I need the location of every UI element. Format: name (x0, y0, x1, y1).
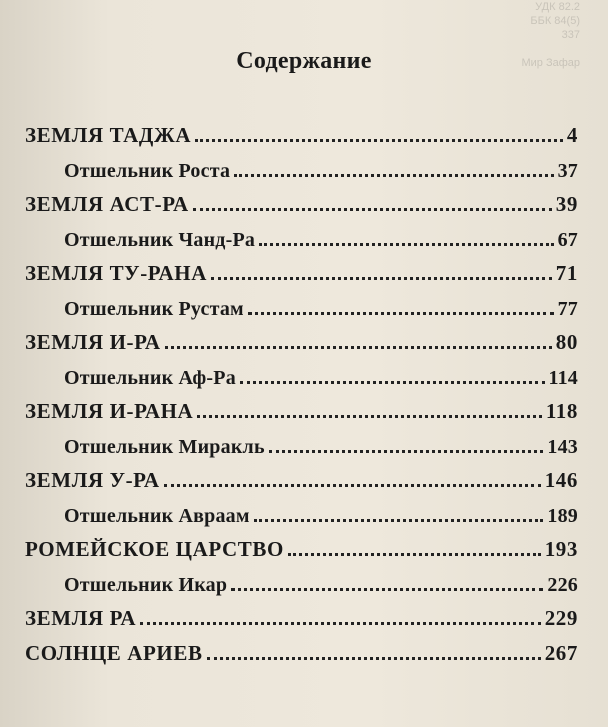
toc-entry-page-number: 39 (555, 192, 578, 216)
toc-entry-page-number: 189 (547, 504, 578, 527)
toc-entry[interactable] (25, 634, 578, 666)
toc-entry[interactable] (25, 323, 578, 355)
toc-entry[interactable] (25, 392, 578, 424)
dot-leader (259, 243, 553, 246)
dot-leader (254, 519, 544, 522)
toc-entry[interactable] (64, 427, 578, 459)
toc-entry-label: Отшельник Миракль (64, 435, 265, 458)
dot-leader (195, 139, 563, 142)
toc-entry-label: ЗЕМЛЯ ТУ-РАНА (25, 261, 207, 285)
dot-leader (248, 312, 554, 315)
dot-leader (165, 346, 552, 349)
toc-entry-label: Отшельник Аф-Ра (64, 366, 236, 389)
dot-leader (231, 588, 543, 591)
toc-entry-label: Отшельник Авраам (64, 504, 250, 527)
dot-leader (193, 208, 552, 211)
toc-entry-label: ЗЕМЛЯ У-РА (25, 468, 160, 492)
toc-entry-page-number: 114 (548, 366, 578, 389)
toc-entry[interactable] (25, 254, 578, 286)
toc-entry-label: ЗЕМЛЯ И-РА (25, 330, 161, 354)
toc-entry-page-number: 71 (555, 261, 578, 285)
dot-leader (140, 622, 541, 625)
toc-entry-label: Отшельник Роста (64, 159, 231, 182)
toc-entry-page-number: 77 (557, 297, 578, 320)
dot-leader (164, 484, 541, 487)
toc-entry-page-number: 229 (544, 606, 578, 630)
dot-leader (288, 553, 541, 556)
toc-entry[interactable] (25, 116, 578, 148)
toc-entry-page-number: 143 (547, 435, 578, 458)
bleed-through-text: УДК 82.2 ББК 84(5) 337 Мир Зафар (521, 1, 580, 69)
toc-entry[interactable] (25, 530, 578, 562)
toc-entry[interactable] (25, 461, 578, 493)
toc-entry-label: Отшельник Икар (64, 573, 228, 596)
toc-entry-page-number: 67 (557, 228, 578, 251)
dot-leader (240, 381, 545, 384)
toc-title: Содержание (236, 48, 372, 74)
toc-entry-label: Отшельник Чанд-Ра (64, 228, 256, 251)
toc-entry-page-number: 267 (544, 640, 578, 665)
dot-leader (269, 450, 544, 453)
toc-entry-page-number: 118 (545, 399, 578, 423)
toc-entry[interactable] (64, 358, 578, 390)
toc-entry-page-number: 226 (547, 573, 578, 596)
toc-entry-label: РОМЕЙСКОЕ ЦАРСТВО (25, 537, 284, 561)
toc-entry-label: ЗЕМЛЯ РА (25, 606, 137, 630)
toc-entry-page-number: 146 (544, 468, 578, 492)
dot-leader (207, 657, 541, 660)
toc-entry-page-number: 80 (555, 330, 578, 354)
toc-entry-page-number: 37 (557, 159, 578, 182)
toc-entry[interactable] (25, 185, 578, 217)
toc-entry[interactable] (64, 151, 578, 183)
toc-entry[interactable] (64, 220, 578, 252)
toc-entry[interactable] (25, 599, 578, 631)
dot-leader (234, 174, 553, 177)
toc-entry-label: ЗЕМЛЯ АСТ-РА (25, 192, 189, 216)
dot-leader (197, 415, 542, 418)
toc-entry-label: ЗЕМЛЯ И-РАНА (25, 399, 194, 423)
toc-entry-label: ЗЕМЛЯ ТАДЖА (25, 123, 192, 147)
toc-entry-label: Отшельник Рустам (64, 297, 244, 320)
toc-entry-label: СОЛНЦЕ АРИЕВ (25, 640, 203, 665)
toc-entry-page-number: 4 (566, 123, 578, 147)
toc-entry[interactable] (64, 565, 578, 597)
dot-leader (211, 277, 552, 280)
toc-entry[interactable] (64, 496, 578, 528)
toc-entry[interactable] (64, 289, 578, 321)
toc-entry-page-number: 193 (544, 537, 578, 561)
